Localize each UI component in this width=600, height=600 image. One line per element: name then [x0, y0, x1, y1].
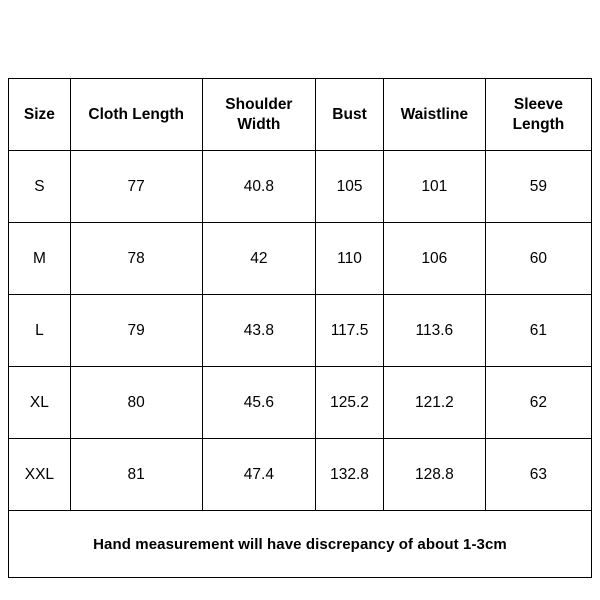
column-header-sleeve-length: Sleeve Length: [485, 79, 591, 151]
cell-waistline: 121.2: [383, 367, 485, 439]
cell-cloth-length: 77: [70, 151, 202, 223]
table-row: [9, 151, 592, 223]
cell-cloth-length: 79: [70, 295, 202, 367]
cell-sleeve-length: 61: [485, 295, 591, 367]
cell-waistline: 101: [383, 151, 485, 223]
column-header-bust: Bust: [316, 79, 384, 151]
table-header: [9, 79, 592, 151]
cell-bust: 132.8: [316, 439, 384, 511]
cell-sleeve-length: 63: [485, 439, 591, 511]
table-row: [9, 367, 592, 439]
footer-row: [9, 511, 592, 578]
header-row: [9, 79, 592, 151]
table-row: [9, 439, 592, 511]
cell-size: XL: [9, 367, 71, 439]
table-row: [9, 295, 592, 367]
cell-size: M: [9, 223, 71, 295]
cell-waistline: 106: [383, 223, 485, 295]
table-row: [9, 223, 592, 295]
cell-size: XXL: [9, 439, 71, 511]
cell-shoulder-width: 47.4: [202, 439, 316, 511]
column-header-cloth-length: Cloth Length: [70, 79, 202, 151]
cell-sleeve-length: 59: [485, 151, 591, 223]
cell-shoulder-width: 45.6: [202, 367, 316, 439]
cell-cloth-length: 78: [70, 223, 202, 295]
measurement-disclaimer: Hand measurement will have discrepancy of about 1-3cm: [9, 511, 592, 578]
cell-waistline: 113.6: [383, 295, 485, 367]
cell-sleeve-length: 60: [485, 223, 591, 295]
cell-cloth-length: 80: [70, 367, 202, 439]
column-header-waistline: Waistline: [383, 79, 485, 151]
cell-size: S: [9, 151, 71, 223]
size-chart-container: [8, 78, 592, 578]
size-chart-table: [8, 78, 592, 578]
cell-waistline: 128.8: [383, 439, 485, 511]
column-header-size: Size: [9, 79, 71, 151]
column-header-shoulder-width: Shoulder Width: [202, 79, 316, 151]
cell-cloth-length: 81: [70, 439, 202, 511]
cell-sleeve-length: 62: [485, 367, 591, 439]
cell-shoulder-width: 42: [202, 223, 316, 295]
cell-bust: 110: [316, 223, 384, 295]
table-body: [9, 151, 592, 511]
table-footer: [9, 511, 592, 578]
cell-shoulder-width: 43.8: [202, 295, 316, 367]
cell-bust: 125.2: [316, 367, 384, 439]
cell-bust: 105: [316, 151, 384, 223]
cell-bust: 117.5: [316, 295, 384, 367]
cell-shoulder-width: 40.8: [202, 151, 316, 223]
cell-size: L: [9, 295, 71, 367]
